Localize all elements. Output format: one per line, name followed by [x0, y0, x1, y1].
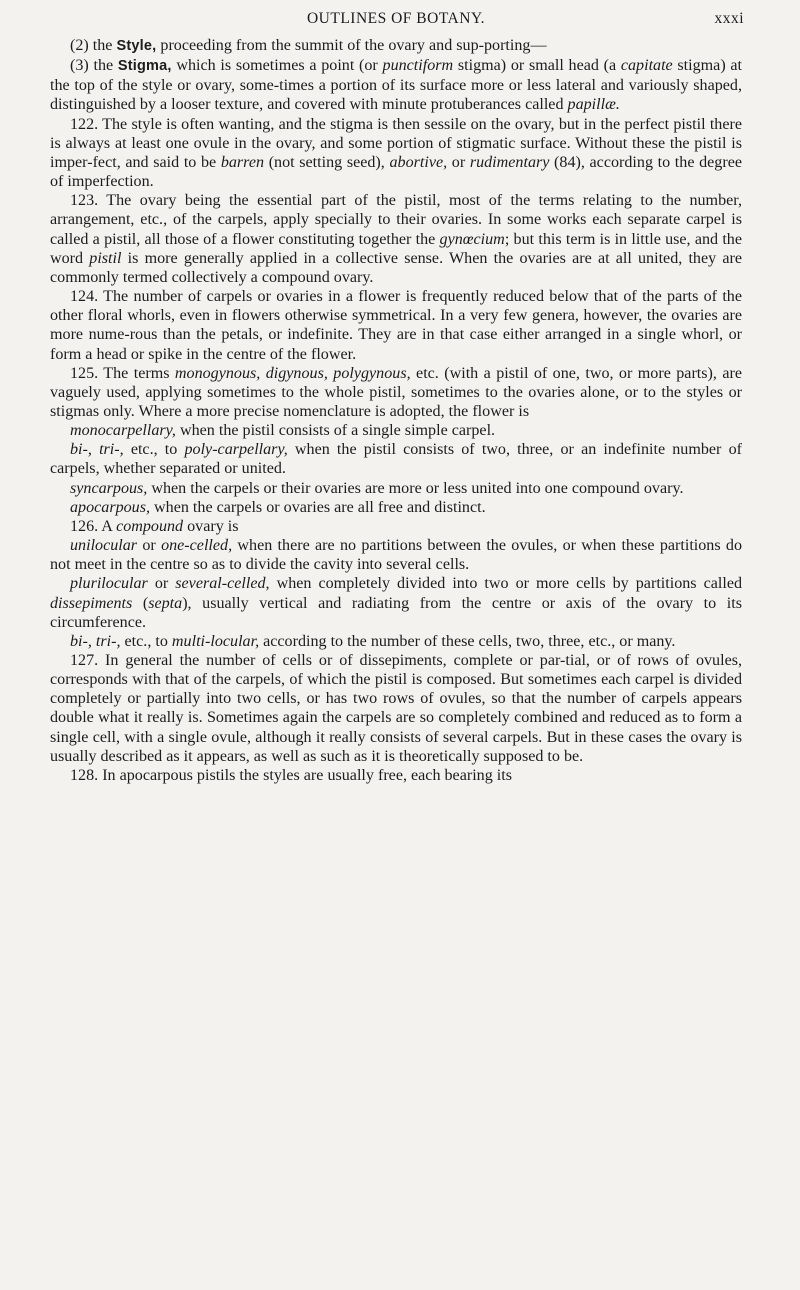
- italic-term: abortive,: [389, 153, 448, 171]
- italic-term: several-celled,: [175, 575, 270, 593]
- italic-term: multi-locular,: [171, 632, 260, 650]
- text-run: (84), according to the degree of imperfection.: [50, 153, 742, 191]
- paragraph-d4: [50, 498, 742, 517]
- text-run: ), usually vertical and radiating from the centre or axis of the ovary to its circumference.: [50, 594, 742, 631]
- italic-term: bi-, tri-,: [70, 632, 121, 650]
- text-run: 128. In apocarpous pistils the styles are usually free, each bearing its: [70, 766, 512, 784]
- text-run: stigma) or small head (a: [453, 57, 621, 75]
- text-run: when there are no partitions between the ovules, or when these partitions do not meet in the centre so as to divide the cavity into several cells.: [50, 537, 743, 574]
- text-run: (not setting seed),: [264, 153, 390, 171]
- text-run: (: [132, 594, 149, 612]
- paragraph-p126: [50, 517, 742, 536]
- paragraph-p122: [50, 115, 742, 192]
- italic-term: monocarpellary,: [70, 422, 176, 440]
- paragraph-d1: [50, 421, 742, 440]
- text-run: or: [147, 575, 176, 593]
- italic-term: capitate: [620, 57, 673, 75]
- text-run: when the carpels or ovaries are all free and distinct.: [150, 498, 486, 516]
- page-number: xxxi: [714, 10, 744, 27]
- text-run: 125. The terms: [70, 364, 175, 382]
- text-run: proceeding from the summit of the ovary and sup-porting—: [156, 37, 547, 54]
- italic-term: septa: [148, 594, 183, 612]
- paragraph-p125: [50, 364, 742, 421]
- text-run: etc. (with a pistil of one, two, or more parts), are vaguely used, applying sometimes to the whole pistil, sometimes to the ovaries alone, or to the styles or stigmas only. Where a more precise nomenclature is adopted, the flower is: [50, 364, 742, 420]
- body-text: [50, 36, 742, 785]
- italic-term: bi-, tri-,: [70, 441, 124, 459]
- italic-term: monogynous, digynous, polygynous,: [174, 364, 411, 382]
- text-run: is more generally applied in a collective sense. When the ovaries are at all united, they are commonly termed collectively a compound ovary.: [50, 249, 742, 286]
- text-run: when the carpels or their ovaries are more or less united into one compound ovary.: [147, 479, 684, 497]
- italic-term: apocarpous,: [70, 498, 151, 516]
- text-run: 123. The ovary being the essential part of the pistil, most of the terms relating to the number, arrangement, etc., of the carpels, apply specially to their ovaries. In some works each separate carpel is called a pistil, all those of a flower constituting together the: [50, 192, 742, 248]
- bold-term: Style,: [116, 38, 157, 54]
- paragraph-d5: [50, 536, 742, 574]
- text-run: which is sometimes a point (or: [171, 57, 383, 75]
- text-run: ; but this term is in little use, and the word: [50, 230, 742, 267]
- paragraph-p123: [50, 191, 742, 287]
- text-run: or: [447, 153, 470, 171]
- paragraph-d7: [50, 632, 742, 651]
- paragraph-p124: [50, 287, 742, 364]
- italic-term: compound: [116, 517, 184, 535]
- text-run: according to the number of these cells, two, three, etc., or many.: [259, 632, 676, 650]
- text-run: etc., to: [120, 632, 172, 650]
- text-run: (3) the: [70, 57, 118, 75]
- paragraph-p128: [50, 766, 742, 785]
- text-run: or: [137, 537, 162, 555]
- paragraph-d2: [50, 440, 742, 478]
- italic-term: poly-carpellary,: [184, 441, 288, 459]
- italic-term: gynœcium: [439, 230, 505, 248]
- paragraph-p3: [50, 56, 742, 114]
- italic-term: barren: [220, 153, 265, 171]
- text-run: etc., to: [123, 441, 185, 459]
- bold-term: Stigma,: [117, 58, 172, 75]
- italic-term: dissepiments: [50, 594, 133, 612]
- italic-term: one-celled,: [161, 537, 233, 555]
- text-run: ovary is: [183, 517, 239, 535]
- italic-term: rudimentary: [469, 153, 550, 171]
- text-run: stigma) at the top of the style or ovary, some-times a portion of its surface more or less lateral and variously shaped, distinguished by a looser texture, and covered with minute protuberances called: [50, 57, 743, 114]
- paragraph-p127: [50, 651, 742, 766]
- running-head: [50, 4, 742, 34]
- text-run: 122. The style is often wanting, and the stigma is then sessile on the ovary, but in the perfect pistil there is always at least one ovule in the ovary, and some portion of stigmatic surface. Without these the pistil is imper-fect, and said to be: [50, 115, 742, 171]
- paragraph-d6: [50, 574, 742, 631]
- italic-term: syncarpous,: [70, 479, 148, 497]
- italic-term: punctiform: [382, 57, 454, 75]
- text-run: when the pistil consists of a single simple carpel.: [175, 422, 496, 440]
- text-run: 124. The number of carpels or ovaries in a flower is frequently reduced below that of the parts of the other floral whorls, even in flowers otherwise symmetrical. In a very few genera, however, the ovaries are more nume-rous than the petals, or indefinite. They are in that case either arranged in a single whorl, or form a head or spike in the centre of the flower.: [50, 288, 742, 363]
- paragraph-p2: [50, 36, 742, 56]
- text-run: when the pistil consists of two, three, or an indefinite number of carpels, whether separated or united.: [50, 441, 742, 478]
- running-title: OUTLINES OF BOTANY.: [306, 10, 486, 27]
- paragraph-d3: [50, 479, 742, 498]
- italic-term: unilocular: [70, 537, 138, 555]
- text-run: when completely divided into two or more cells by partitions called: [269, 575, 743, 593]
- italic-term: pistil: [89, 249, 122, 267]
- text-run: 126. A: [70, 517, 117, 535]
- italic-term: plurilocular: [70, 575, 148, 593]
- text-run: 127. In general the number of cells or of dissepiments, complete or par-tial, or of rows of ovules, corresponds with that of the carpels, of which the pistil is composed. But sometimes each carpel is divided completely or partially into two cells, or has two rows of ovules, so that the number of carpels appears double what it really is. Sometimes again the carpels are so completely combined and reduced as to form a single cell, with a single ovule, although it really consists of several carpels. But in these cases the ovary is usually described as it appears, as well as such as it is theoretically supposed to be.: [50, 652, 742, 765]
- italic-term: papillæ.: [567, 96, 620, 114]
- text-run: (2) the: [70, 37, 117, 54]
